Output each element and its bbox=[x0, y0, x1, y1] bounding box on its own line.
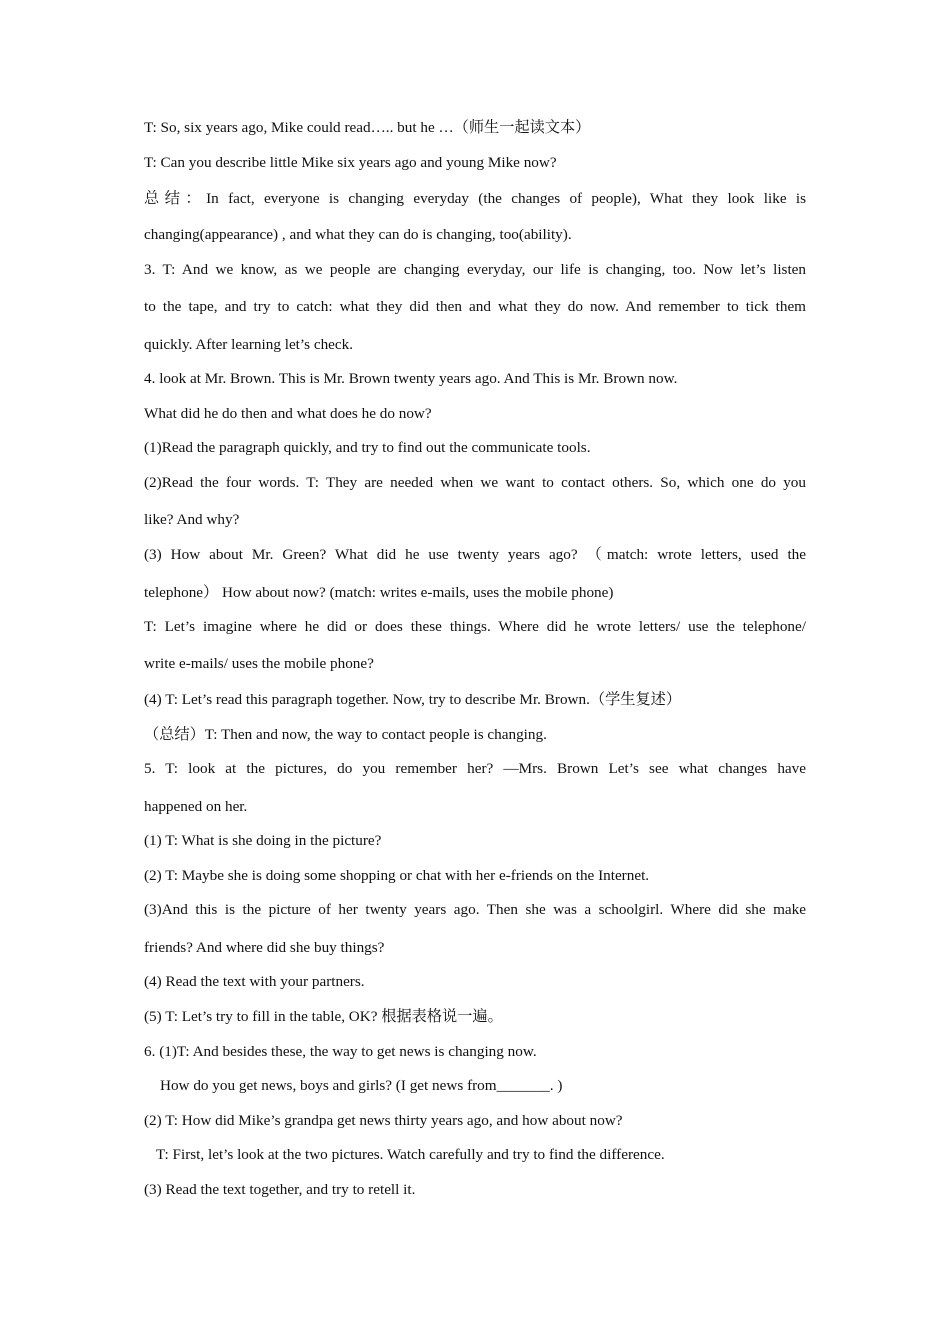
text-line: 6. (1)T: And besides these, the way to get news is changing now. bbox=[144, 1043, 537, 1060]
text-line: (1) T: What is she doing in the picture? bbox=[144, 832, 382, 849]
text-line: (5) T: Let’s try to fill in the table, OK? 根据表格说一遍。 bbox=[144, 1008, 503, 1025]
text-line: 5. T: look at the pictures, do you remember her? —Mrs. Brown Let’s see what changes have bbox=[144, 760, 806, 777]
text-line: How do you get news, boys and girls? (I get news from_______. ) bbox=[160, 1077, 563, 1094]
text-line: (4) T: Let’s read this paragraph together. Now, try to describe Mr. Brown.（学生复述） bbox=[144, 691, 682, 708]
text-line: 3. T: And we know, as we people are changing everyday, our life is changing, too. Now let’s listen bbox=[144, 261, 806, 278]
document-page bbox=[144, 0, 806, 1344]
text-line: happened on her. bbox=[144, 798, 248, 815]
text-line: telephone） How about now? (match: writes e-mails, uses the mobile phone) bbox=[144, 584, 614, 601]
text-line: (2) T: Maybe she is doing some shopping or chat with her e-friends on the Internet. bbox=[144, 867, 650, 884]
text-line: (3) Read the text together, and try to retell it. bbox=[144, 1181, 416, 1198]
text-line: to the tape, and try to catch: what they did then and what they do now. And remember to tick them bbox=[144, 298, 806, 315]
text-line: (2)Read the four words. T: They are needed when we want to contact others. So, which one do you bbox=[144, 474, 806, 491]
text-line: (1)Read the paragraph quickly, and try to find out the communicate tools. bbox=[144, 439, 591, 456]
text-line: 4. look at Mr. Brown. This is Mr. Brown twenty years ago. And This is Mr. Brown now. bbox=[144, 370, 678, 387]
text-line: T: Can you describe little Mike six years ago and young Mike now? bbox=[144, 154, 557, 171]
text-line: T: So, six years ago, Mike could read….. but he …（师生一起读文本） bbox=[144, 119, 591, 136]
text-line: (2) T: How did Mike’s grandpa get news thirty years ago, and how about now? bbox=[144, 1112, 623, 1129]
text-line: 总结：In fact, everyone is changing everyday (the changes of people), What they look like is bbox=[144, 190, 806, 207]
text-line: like? And why? bbox=[144, 511, 240, 528]
text-line: (4) Read the text with your partners. bbox=[144, 973, 365, 990]
text-line: （总结）T: Then and now, the way to contact people is changing. bbox=[144, 726, 547, 743]
text-line: changing(appearance) , and what they can do is changing, too(ability). bbox=[144, 226, 572, 243]
text-line: friends? And where did she buy things? bbox=[144, 939, 385, 956]
text-line: T: First, let’s look at the two pictures. Watch carefully and try to find the difference. bbox=[156, 1146, 665, 1163]
text-line: What did he do then and what does he do now? bbox=[144, 405, 432, 422]
text-line: (3) How about Mr. Green? What did he use twenty years ago? （match: wrote letters, used the bbox=[144, 546, 806, 563]
text-line: write e-mails/ uses the mobile phone? bbox=[144, 655, 374, 672]
text-line: quickly. After learning let’s check. bbox=[144, 336, 354, 353]
text-line: (3)And this is the picture of her twenty years ago. Then she was a schoolgirl. Where did she make bbox=[144, 901, 806, 918]
text-line: T: Let’s imagine where he did or does these things. Where did he wrote letters/ use the telephone/ bbox=[144, 618, 806, 635]
